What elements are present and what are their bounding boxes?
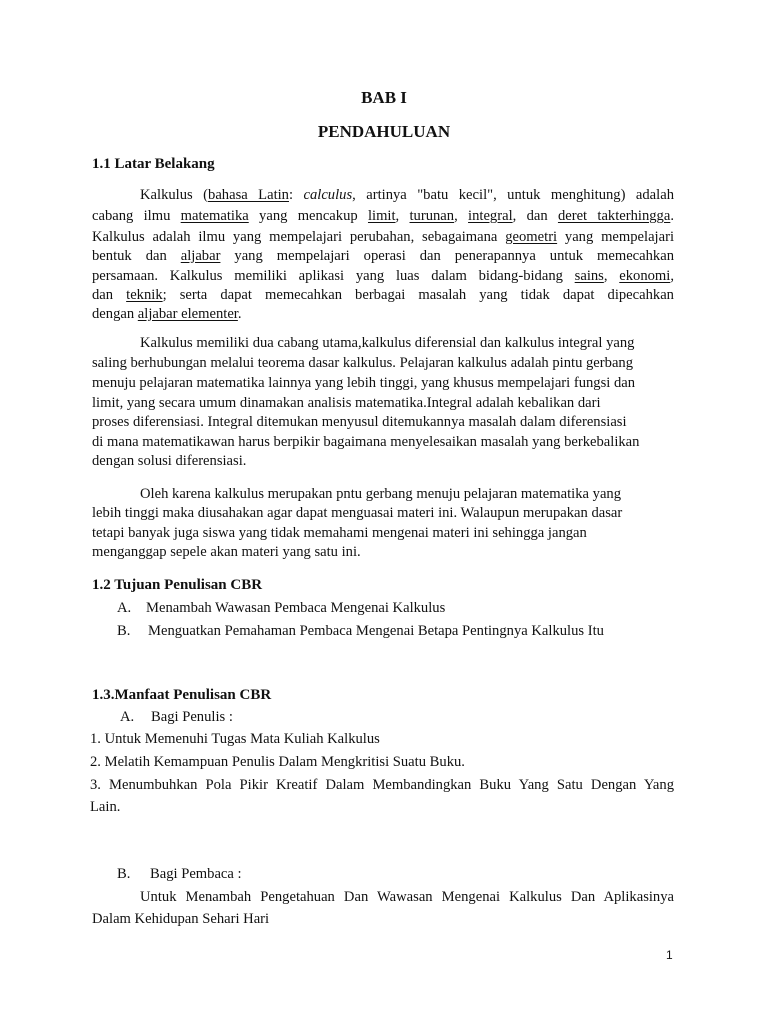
list-item: 2. Melatih Kemampuan Penulis Dalam Mengkritisi Suatu Buku.	[90, 754, 465, 770]
link-bahasa-latin[interactable]: bahasa Latin	[208, 187, 289, 203]
paragraph-line: di mana matematikawan harus berpikir bagaimana menyelesaikan masalah yang berkebalikan	[92, 434, 640, 450]
chapter-number: BAB I	[361, 88, 407, 107]
paragraph-line: bentuk dan aljabar yang mempelajari operasi dan penerapannya untuk memecahkan	[92, 248, 674, 264]
link-turunan[interactable]: turunan	[409, 208, 455, 224]
paragraph-line: Kalkulus (bahasa Latin: calculus, artinya "batu kecil", untuk menghitung) adalah	[140, 187, 674, 203]
paragraph-line: Kalkulus adalah ilmu yang mempelajari perubahan, sebagaimana geometri yang mempelajari	[92, 229, 674, 245]
paragraph-line: tetapi banyak juga siswa yang tidak memahami mengenai materi ini sehingga jangan	[92, 525, 587, 541]
list-item: Menambah Wawasan Pembaca Mengenai Kalkulus	[146, 600, 446, 616]
list-item: 1. Untuk Memenuhi Tugas Mata Kuliah Kalkulus	[90, 731, 380, 747]
list-item: 3. Menumbuhkan Pola Pikir Kreatif Dalam Membandingkan Buku Yang Satu Dengan Yang	[90, 777, 674, 793]
chapter-title: PENDAHULUAN	[317, 122, 451, 141]
section-heading-latar-belakang: 1.1 Latar Belakang	[92, 156, 215, 172]
list-marker: A.	[120, 709, 135, 725]
paragraph-line: persamaan. Kalkulus memiliki aplikasi yang luas dalam bidang-bidang sains, ekonomi,	[92, 268, 674, 284]
paragraph-line: saling berhubungan melalui teorema dasar kalkulus. Pelajaran kalkulus adalah pintu gerbang	[92, 355, 634, 371]
paragraph-line: cabang ilmu matematika yang mencakup limit, turunan, integral, dan deret takterhingga.	[92, 208, 674, 224]
paragraph-line: lebih tinggi maka diusahakan agar dapat menguasai materi ini. Walaupun merupakan dasar	[92, 505, 623, 521]
link-geometri[interactable]: geometri	[505, 229, 558, 245]
section-heading-manfaat: 1.3.Manfaat Penulisan CBR	[92, 687, 272, 703]
paragraph-line: menganggap sepele akan materi yang satu ini.	[92, 544, 361, 560]
list-marker: B.	[117, 866, 131, 882]
paragraph-line: limit, yang secara umum dinamakan analisis matematika.Integral adalah kebalikan dari	[92, 395, 601, 411]
paragraph-line: menuju pelajaran matematika lainnya yang lebih tinggi, yang khusus mempelajari fungsi dan	[92, 375, 636, 391]
paragraph-line: Oleh karena kalkulus merupakan pntu gerbang menuju pelajaran matematika yang	[140, 486, 622, 502]
section-heading-tujuan: 1.2 Tujuan Penulisan CBR	[92, 577, 263, 593]
sublist-label: Bagi Penulis :	[151, 709, 233, 725]
link-integral[interactable]: integral	[468, 208, 513, 224]
list-marker: B.	[117, 623, 131, 639]
list-item-continued: Lain.	[90, 799, 121, 815]
paragraph-line: dengan aljabar elementer.	[92, 306, 242, 322]
list-marker: A.	[117, 600, 132, 616]
link-aljabar[interactable]: aljabar	[180, 248, 221, 264]
paragraph-line: dengan solusi diferensiasi.	[92, 453, 247, 469]
paragraph-line: Untuk Menambah Pengetahuan Dan Wawasan Mengenai Kalkulus Dan Aplikasinya	[140, 889, 674, 905]
list-item: Menguatkan Pemahaman Pembaca Mengenai Betapa Pentingnya Kalkulus Itu	[148, 623, 604, 639]
sublist-label: Bagi Pembaca :	[150, 866, 242, 882]
link-teknik[interactable]: teknik	[126, 287, 163, 303]
paragraph-line: Dalam Kehidupan Sehari Hari	[92, 911, 270, 927]
paragraph-line: Kalkulus memiliki dua cabang utama,kalkulus diferensial dan kalkulus integral yang	[140, 335, 635, 351]
link-matematika[interactable]: matematika	[180, 208, 249, 224]
paragraph-line: dan teknik; serta dapat memecahkan berbagai masalah yang tidak dapat dipecahkan	[92, 287, 674, 303]
link-ekonomi[interactable]: ekonomi	[619, 268, 671, 284]
link-deret-takterhingga[interactable]: deret takterhingga	[557, 208, 671, 224]
link-sains[interactable]: sains	[574, 268, 604, 284]
link-limit[interactable]: limit	[367, 208, 396, 224]
link-aljabar-elementer[interactable]: aljabar elementer	[137, 306, 238, 322]
page-number: 1	[666, 948, 673, 962]
paragraph-line: proses diferensiasi. Integral ditemukan menyusul ditemukannya masalah dalam diferensiasi	[92, 414, 627, 430]
